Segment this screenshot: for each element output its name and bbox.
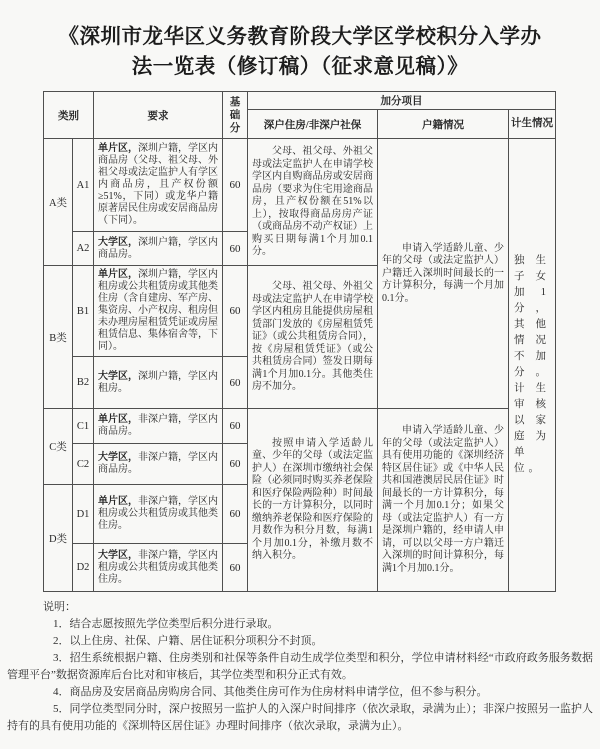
- base-score-c1: 60: [223, 409, 248, 444]
- header-requirement: 要求: [94, 92, 223, 139]
- header-bonus-group: 加分项目: [248, 92, 556, 110]
- bonus-family-planning: 独生子女加1分，其他情况不加分。计生审核以家庭为单位。: [509, 139, 556, 592]
- requirement-c2-lead: 大学区，: [98, 452, 138, 464]
- requirement-a2: [94, 232, 223, 266]
- page-title: [28, 22, 572, 81]
- base-score-d2: 60: [223, 544, 248, 592]
- requirement-d2-lead: 大学区，: [98, 549, 138, 561]
- code-b1: B1: [73, 266, 94, 357]
- base-score-d1: 60: [223, 485, 248, 544]
- requirement-d1: [94, 485, 223, 544]
- notes-section: [7, 599, 593, 735]
- table-row-a1: [44, 139, 556, 232]
- requirement-d2-text: 非深户籍，学区内租房或公共租赁房或其他类住房。: [98, 549, 218, 585]
- requirement-b1-text: 深圳户籍，学区内租房或公共租赁房或其他类住房（含自建房、军产房、集资房、小产权房、租房但未办理房屋租赁凭证或房屋租赁信息、集体宿舍等，下同）。: [98, 269, 218, 353]
- category-b: B类: [44, 266, 73, 409]
- requirement-b2-lead: 大学区，: [98, 370, 138, 382]
- page-title-line1: 《深圳市龙华区义务教育阶段大学区学校积分入学办: [58, 25, 542, 48]
- requirement-a1-lead: 单片区，: [98, 143, 138, 155]
- requirement-b1-lead: 单片区，: [98, 269, 138, 281]
- note-item-4: 4．商品房及安居商品房购房合同、其他类住房可作为住房材料申请学位，但不参与积分。: [53, 686, 488, 699]
- base-score-c2: 60: [223, 444, 248, 485]
- page-title-line2: 法一览表（修订稿）（征求意见稿）》: [131, 54, 469, 78]
- code-d1: D1: [73, 485, 94, 544]
- requirement-d1-lead: 单片区，: [98, 496, 138, 508]
- requirement-c1-text: 非深户籍，学区内商品房。: [98, 414, 218, 438]
- code-c2: C2: [73, 444, 94, 485]
- requirement-a2-text: 深圳户籍，学区内商品房。: [98, 236, 218, 260]
- base-score-a1: 60: [223, 139, 248, 232]
- header-base-score: 基础分: [223, 92, 248, 139]
- category-c: C类: [44, 409, 73, 485]
- code-d2: D2: [73, 544, 94, 592]
- base-score-b2: 60: [223, 357, 248, 409]
- document-page: [0, 22, 600, 749]
- requirement-a1-text: 深圳户籍，学区内商品房（父母、祖父母、外祖父母或法定监护人有学区内商品房，且产权份额≥51%，下同）或龙华户籍原著居民住房或安居商品房（下同）。: [98, 143, 218, 227]
- requirement-a1: [94, 139, 223, 232]
- requirement-d2: [94, 544, 223, 592]
- requirement-b2-text: 深圳户籍，学区内租房。: [98, 370, 218, 394]
- note-item-5: 5．同学位类型同分时，深户按照另一监护人的入深户时间排序（依次录取，录满为止）；非深户按照另一监护人持有的具有使用功能的《深圳特区居住证》办理时间排序（依次录取，录满为止）。: [7, 703, 593, 733]
- requirement-c1-lead: 单片区，: [98, 414, 138, 426]
- header-housing-social: 深户住房/非深户社保: [248, 110, 378, 139]
- requirement-c2: [94, 444, 223, 485]
- code-c1: C1: [73, 409, 94, 444]
- requirement-c2-text: 非深户籍，学区内商品房。: [98, 452, 218, 476]
- bonus-household-cd: 申请入学适龄儿童、少年的父母（或法定监护人）具有使用功能的《深圳经济特区居住证》或《中华人民共和国港澳居民居住证》时间最长的一方计算积分，每满一个月加0.1分；如果父母（或法定监护人）有一方是深圳户籍的，经申请人申请，可以以父母一方户籍迁入深圳的时间计算积分，每满1个月加0.1分。: [378, 409, 509, 592]
- requirement-b2: [94, 357, 223, 409]
- note-item-2: 2．以上住房、社保、户籍、居住证积分项积分不封顶。: [53, 635, 323, 648]
- table-row-c1: [44, 409, 556, 444]
- base-score-a2: 60: [223, 232, 248, 266]
- bonus-social-cd: 按照申请入学适龄儿童、少年的父母（或法定监护人）在深圳市缴纳社会保险（必须同时购买养老保险和医疗保险两险种）时间最长的一方计算积分，以同时缴纳养老保险和医疗保险的月数作为积分月数，每满1个月加0.1分，补缴月数不纳入积分。: [248, 409, 378, 592]
- points-table: [43, 91, 556, 592]
- note-item-3: 3．招生系统根据户籍、住房类别和社保等条件自动生成学位类型和积分，学位申请材料经“市政府政务服务数据管理平台”数据资源库后台比对和审核后，其学位类型和积分正式有效。: [7, 652, 593, 682]
- header-row-1: [44, 92, 556, 110]
- base-score-b1: 60: [223, 266, 248, 357]
- code-b2: B2: [73, 357, 94, 409]
- header-family-planning: 计生情况: [509, 110, 556, 139]
- category-a: A类: [44, 139, 73, 266]
- code-a2: A2: [73, 232, 94, 266]
- bonus-household-ab: 申请入学适龄儿童、少年的父母（或法定监护人）户籍迁入深圳时间最长的一方计算积分，每满一个月加0.1分。: [378, 139, 509, 409]
- requirement-a2-lead: 大学区，: [98, 236, 138, 248]
- bonus-housing-a: 父母、祖父母、外祖父母或法定监护人在申请学校学区内自购商品房或安居商品房（要求为住宅用途商品房，且产权份额在51%以上），按取得商品房房产证（或商品房不动产权证）上购买日期每满1个月加0.1分。: [248, 139, 378, 266]
- requirement-c1: [94, 409, 223, 444]
- bonus-housing-b: 父母、祖父母、外祖父母或法定监护人在申请学校学区内租房且能提供房屋租赁部门发放的《房屋租赁凭证》（或公共租赁房合同），按《房屋租赁凭证》（或公共租赁房合同）签发日期每满1个月加0.1分。其他类住房不加分。: [248, 266, 378, 409]
- note-item-1: 1．结合志愿按照先学位类型后积分进行录取。: [53, 618, 279, 631]
- header-category: 类别: [44, 92, 94, 139]
- category-d: D类: [44, 485, 73, 592]
- header-household: 户籍情况: [378, 110, 509, 139]
- requirement-d1-text: 非深户籍，学区内租房或公共租赁房或其他类住房。: [98, 496, 218, 532]
- notes-label: 说明：: [43, 601, 76, 614]
- code-a1: A1: [73, 139, 94, 232]
- requirement-b1: [94, 266, 223, 357]
